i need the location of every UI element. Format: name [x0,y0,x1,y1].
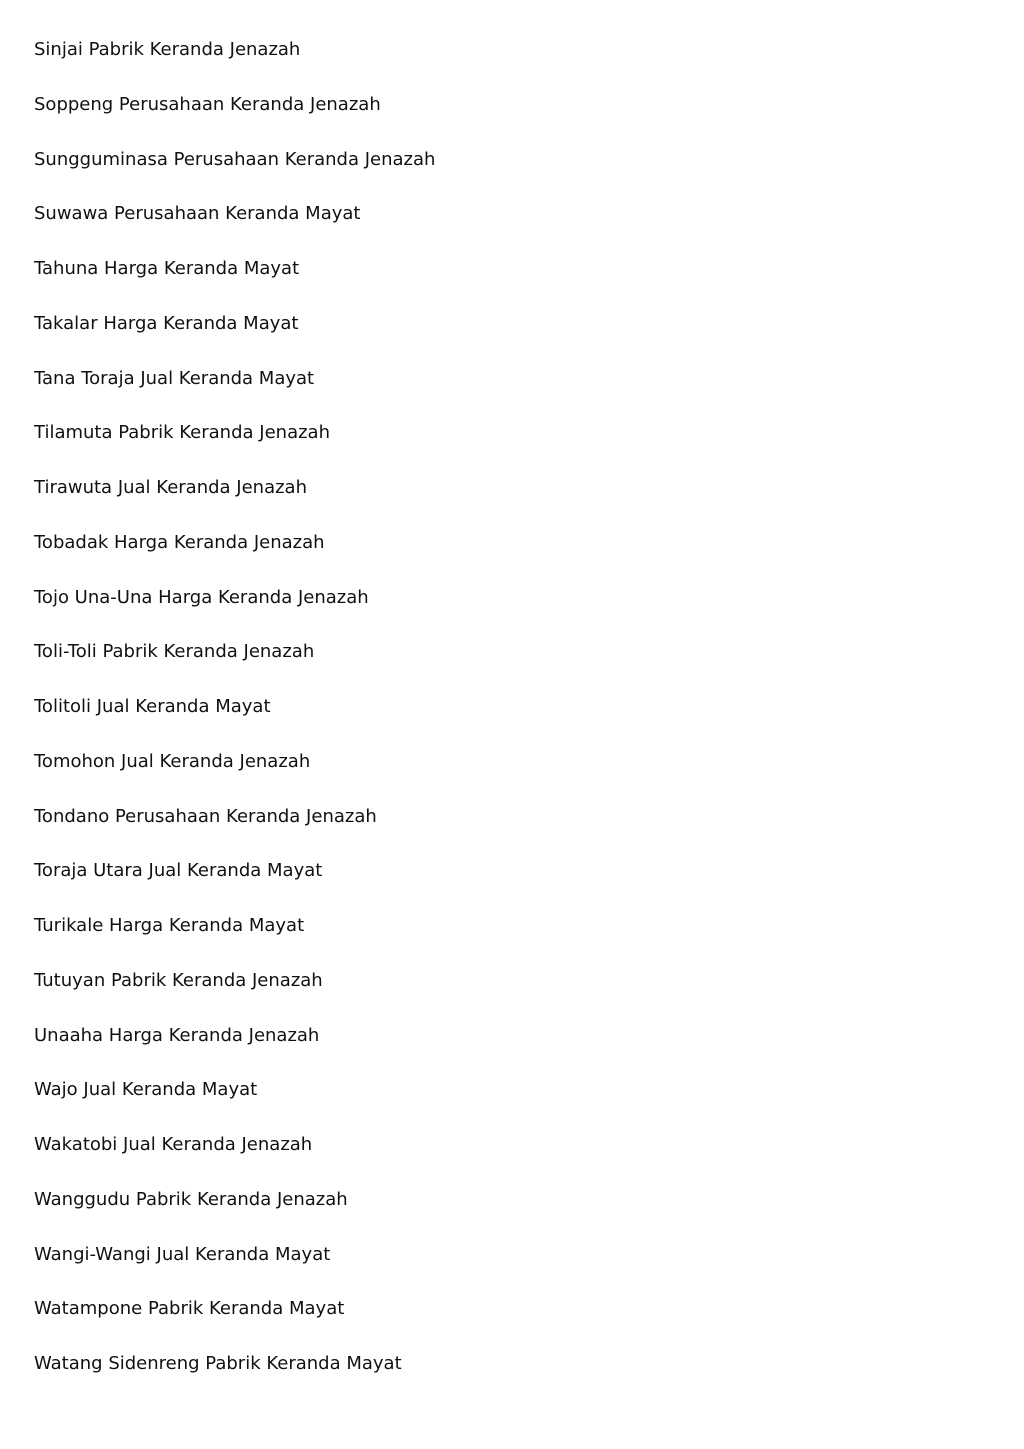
list-item: Tana Toraja Jual Keranda Mayat [34,367,315,389]
list-item: Sinjai Pabrik Keranda Jenazah [34,39,301,60]
list-item: Sungguminasa Perusahaan Keranda Jenazah [34,148,436,170]
list-item: Wajo Jual Keranda Mayat [34,1079,258,1101]
list-item: Tobadak Harga Keranda Jenazah [34,531,325,553]
list-item: Tutuyan Pabrik Keranda Jenazah [34,969,323,991]
list-item: Tilamuta Pabrik Keranda Jenazah [34,422,330,444]
list-item: Watang Sidenreng Pabrik Keranda Mayat [34,1353,402,1374]
text-list [34,36,994,1405]
list-item: Watampone Pabrik Keranda Mayat [34,1298,345,1320]
list-item: Unaaha Harga Keranda Jenazah [34,1024,320,1046]
list-item: Tondano Perusahaan Keranda Jenazah [34,805,377,827]
list-item: Tolitoli Jual Keranda Mayat [34,696,271,717]
list-item: Tojo Una-Una Harga Keranda Jenazah [34,586,369,608]
document-page [34,36,994,1405]
list-item: Tahuna Harga Keranda Mayat [34,258,300,279]
list-item: Toraja Utara Jual Keranda Mayat [34,860,323,882]
list-item: Wangi-Wangi Jual Keranda Mayat [34,1243,331,1265]
list-item: Soppeng Perusahaan Keranda Jenazah [34,93,381,115]
list-item: Toli-Toli Pabrik Keranda Jenazah [34,641,315,663]
list-item: Suwawa Perusahaan Keranda Mayat [34,203,361,225]
list-item: Takalar Harga Keranda Mayat [34,312,299,334]
list-item: Turikale Harga Keranda Mayat [34,915,305,936]
list-item: Wakatobi Jual Keranda Jenazah [34,1134,313,1155]
list-item: Wanggudu Pabrik Keranda Jenazah [34,1188,348,1210]
list-item: Tomohon Jual Keranda Jenazah [34,750,311,772]
list-item: Tirawuta Jual Keranda Jenazah [34,477,307,498]
